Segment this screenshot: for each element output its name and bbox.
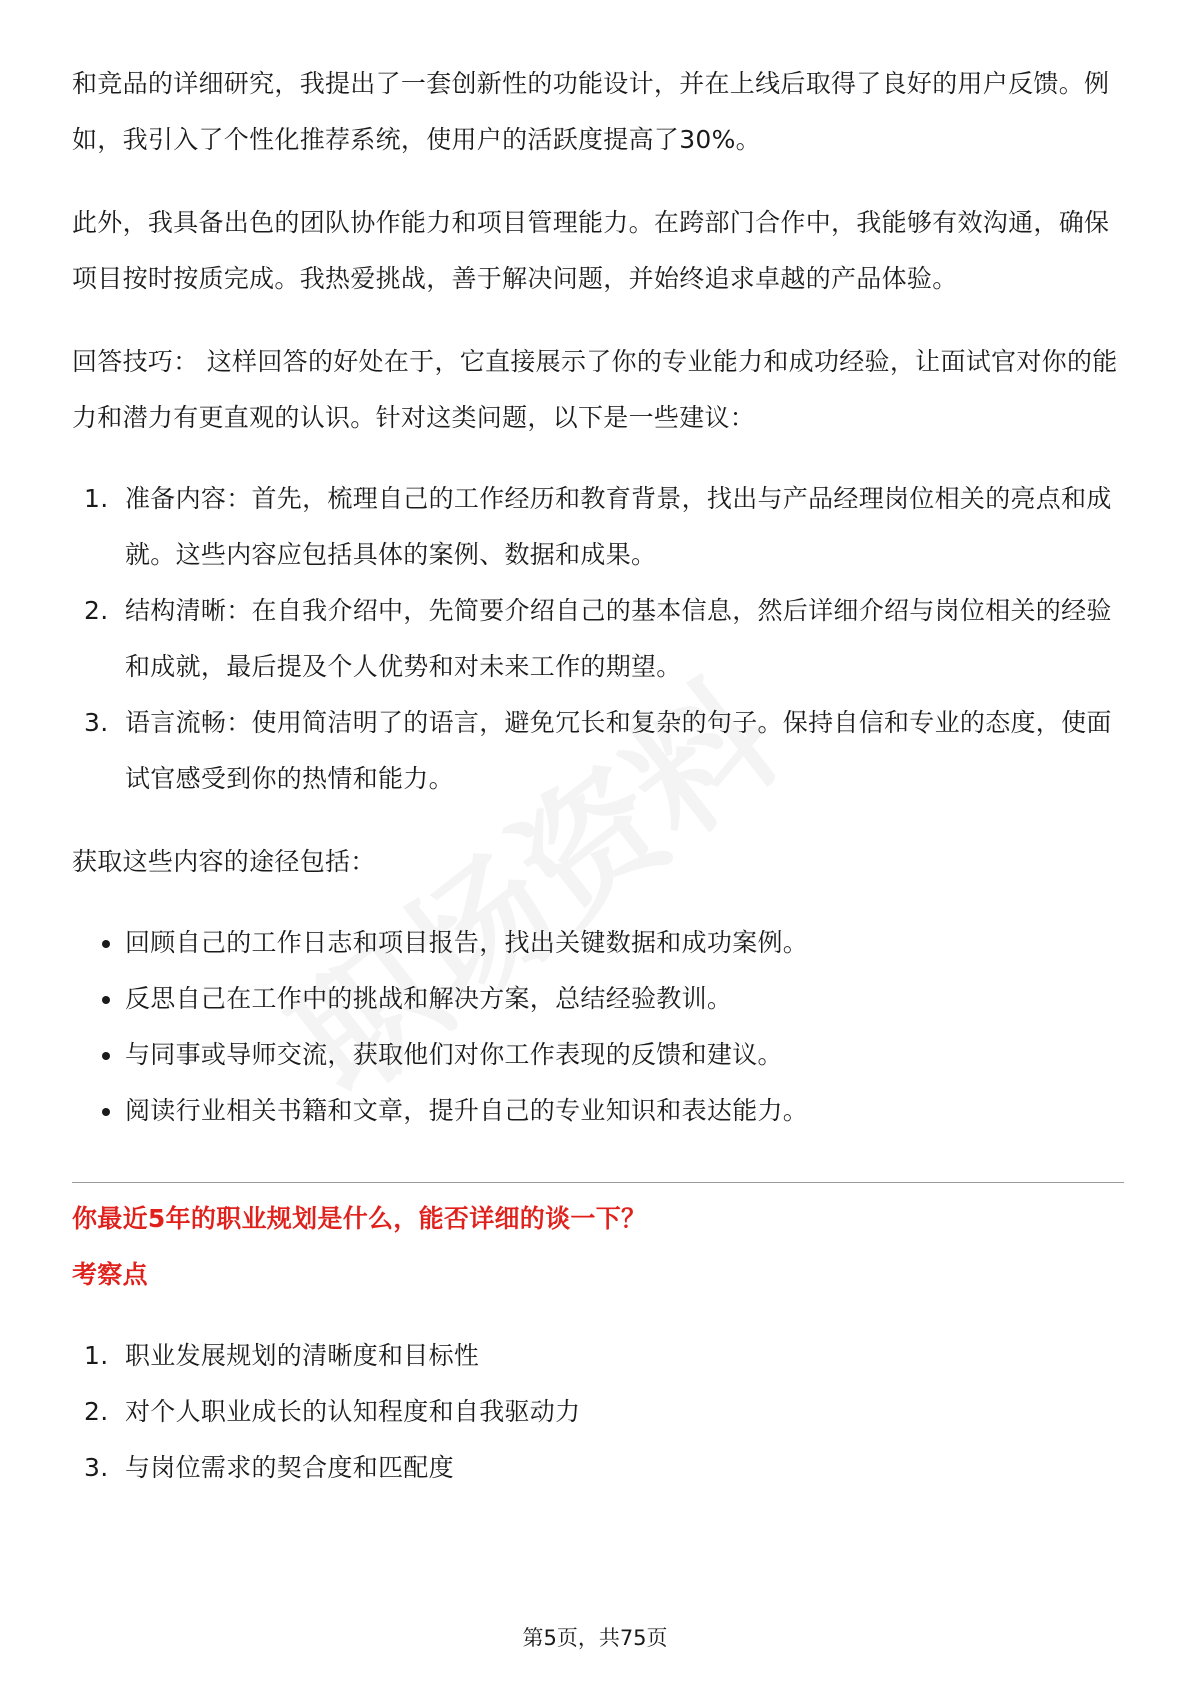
list-item-text: 结构清晰：在自我介绍中，先简要介绍自己的基本信息，然后详细介绍与岗位相关的经验和成就，最后提及个人优势和对未来工作的期望。 xyxy=(125,596,1112,681)
list-item-text: 对个人职业成长的认知程度和自我驱动力 xyxy=(125,1397,581,1426)
list-item-text: 回顾自己的工作日志和项目报告，找出关键数据和成功案例。 xyxy=(125,928,809,957)
list-item xyxy=(72,915,1124,971)
list-item xyxy=(72,1384,1124,1440)
list-item-text: 阅读行业相关书籍和文章，提升自己的专业知识和表达能力。 xyxy=(125,1096,809,1125)
bullet-icon xyxy=(102,1108,110,1116)
list-item xyxy=(72,971,1124,1027)
list-number: 1. xyxy=(84,1341,109,1370)
list-item xyxy=(72,1440,1124,1496)
list-item xyxy=(72,471,1124,583)
assessment-heading: 考察点 xyxy=(72,1260,148,1289)
bullet-icon xyxy=(102,940,110,948)
sources-list xyxy=(72,915,1124,1139)
list-item-text: 语言流畅：使用简洁明了的语言，避免冗长和复杂的句子。保持自信和专业的态度，使面试官感受到你的热情和能力。 xyxy=(125,708,1112,793)
bullet-icon xyxy=(102,1052,110,1060)
list-item xyxy=(72,695,1124,807)
list-item-text: 反思自己在工作中的挑战和解决方案，总结经验教训。 xyxy=(125,984,733,1013)
list-item-text: 与岗位需求的契合度和匹配度 xyxy=(125,1453,454,1482)
list-number: 3. xyxy=(84,708,109,737)
list-number: 2. xyxy=(84,1397,109,1426)
list-item xyxy=(72,1027,1124,1083)
bullet-icon xyxy=(102,996,110,1004)
section-divider xyxy=(72,1182,1124,1183)
list-item-text: 与同事或导师交流，获取他们对你工作表现的反馈和建议。 xyxy=(125,1040,783,1069)
list-number: 1. xyxy=(84,484,109,513)
answer-tips-paragraph: 回答技巧： 这样回答的好处在于，它直接展示了你的专业能力和成功经验，让面试官对你的能力和潜力有更直观的认识。针对这类问题，以下是一些建议： xyxy=(72,347,1118,432)
document-page xyxy=(72,56,1124,1496)
page-footer: 第5页，共75页 xyxy=(522,1626,668,1650)
list-item-text: 职业发展规划的清晰度和目标性 xyxy=(125,1341,480,1370)
list-item-text: 准备内容：首先，梳理自己的工作经历和教育背景，找出与产品经理岗位相关的亮点和成就。这些内容应包括具体的案例、数据和成果。 xyxy=(125,484,1112,569)
list-item xyxy=(72,583,1124,695)
intro-paragraph-1: 和竞品的详细研究，我提出了一套创新性的功能设计，并在上线后取得了良好的用户反馈。例如，我引入了个性化推荐系统，使用户的活跃度提高了30%。 xyxy=(72,69,1110,154)
intro-paragraph-2: 此外，我具备出色的团队协作能力和项目管理能力。在跨部门合作中，我能够有效沟通，确保项目按时按质完成。我热爱挑战，善于解决问题，并始终追求卓越的产品体验。 xyxy=(72,208,1110,293)
assessment-list xyxy=(72,1328,1124,1496)
question-heading: 你最近5年的职业规划是什么，能否详细的谈一下？ xyxy=(72,1204,647,1233)
list-item xyxy=(72,1328,1124,1384)
sources-intro: 获取这些内容的途径包括： xyxy=(72,847,376,876)
list-item xyxy=(72,1083,1124,1139)
tips-list xyxy=(72,471,1124,807)
list-number: 2. xyxy=(84,596,109,625)
list-number: 3. xyxy=(84,1453,109,1482)
